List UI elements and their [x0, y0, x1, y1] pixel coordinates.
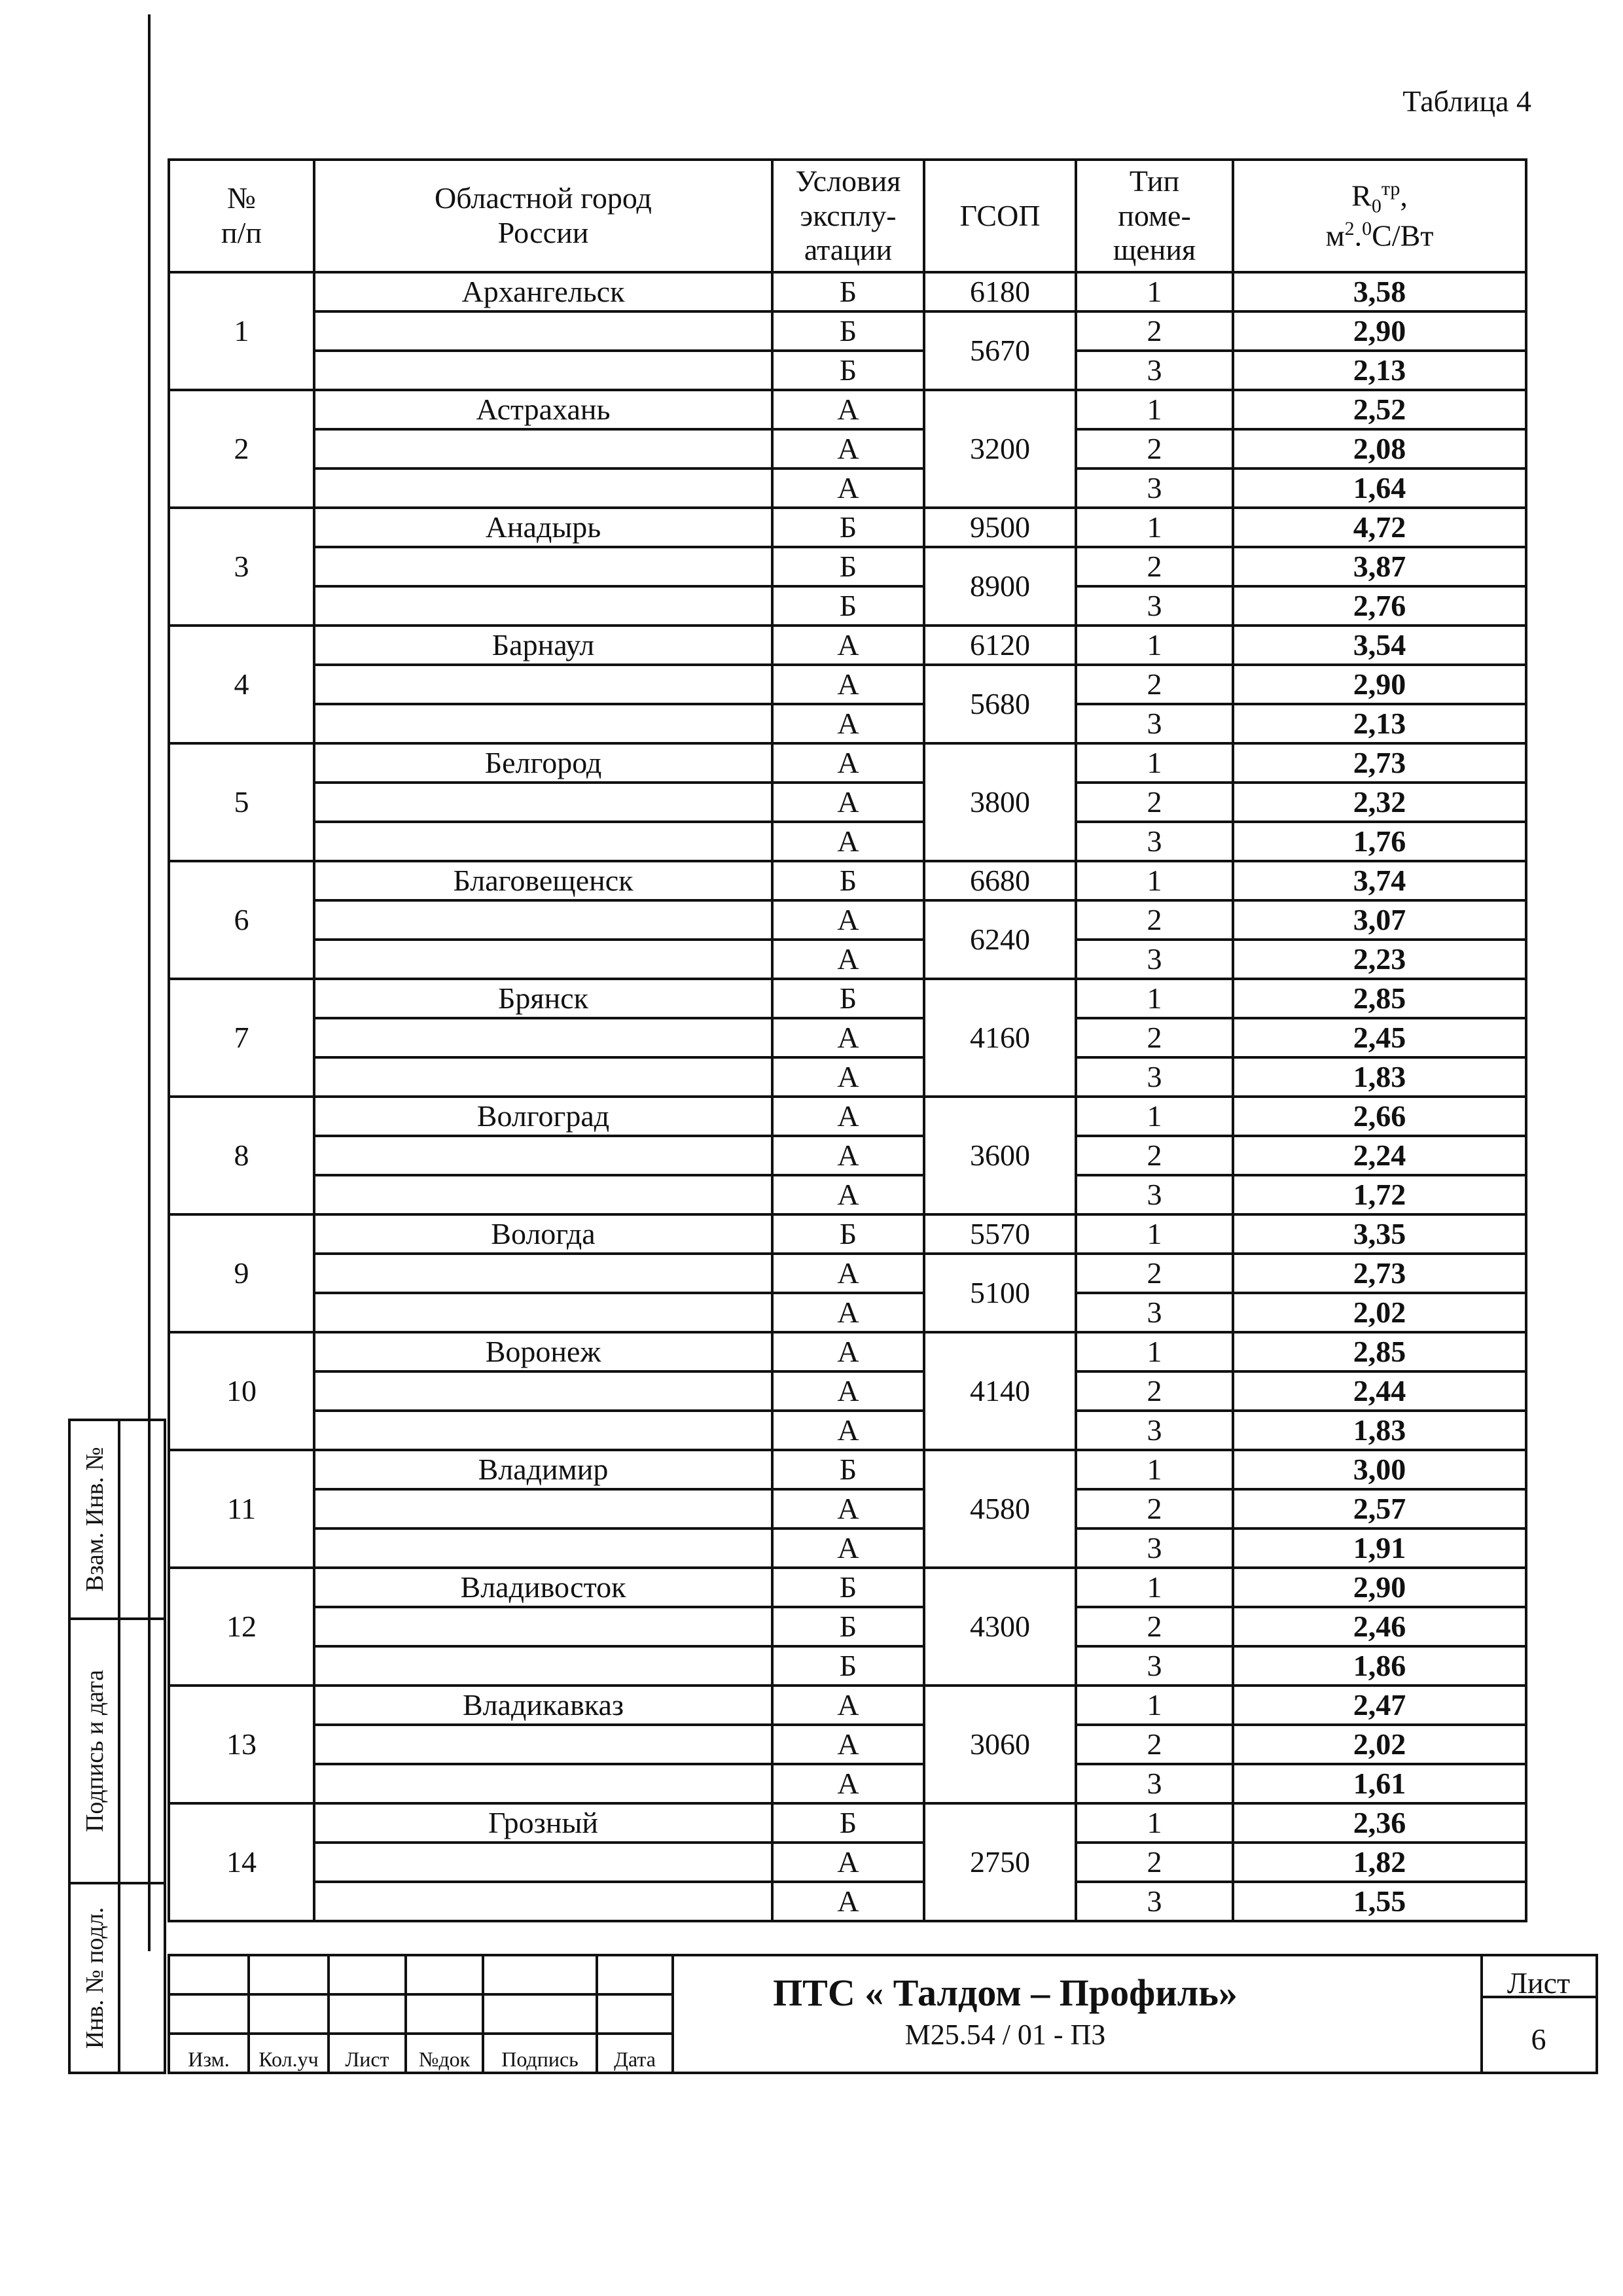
table-row: [169, 626, 1526, 665]
room-type: 1: [1076, 1214, 1233, 1254]
header-gsop: ГСОП: [924, 160, 1076, 272]
required-resistance: 2,44: [1233, 1371, 1526, 1411]
room-type: 2: [1076, 900, 1233, 940]
room-type: 3: [1076, 822, 1233, 861]
operating-condition: Б: [772, 1803, 924, 1843]
col-label-data: Дата: [614, 2047, 656, 2071]
operating-condition: А: [772, 900, 924, 940]
side-stamp-vzam: [68, 1419, 166, 1620]
table-row: [169, 1097, 1526, 1136]
table-row: [169, 1057, 1526, 1097]
required-resistance: 2,90: [1233, 1568, 1526, 1607]
required-resistance: 2,02: [1233, 1293, 1526, 1332]
row-number: 7: [169, 979, 314, 1097]
table-row: [169, 1450, 1526, 1489]
room-type: 1: [1076, 390, 1233, 429]
side-stamp: [68, 1419, 166, 2074]
city-empty-cell: [314, 704, 772, 743]
required-resistance: 2,52: [1233, 390, 1526, 429]
city-empty-cell: [314, 1489, 772, 1528]
city-empty-cell: [314, 547, 772, 586]
col-label-kol-uch: Кол.уч: [259, 2047, 319, 2071]
room-type: 2: [1076, 429, 1233, 468]
city-empty-cell: [314, 1411, 772, 1450]
gsop-value: 3200: [924, 390, 1076, 508]
room-type: 3: [1076, 1528, 1233, 1568]
required-resistance: 3,58: [1233, 272, 1526, 311]
table-row: [169, 1136, 1526, 1175]
room-type: 3: [1076, 1646, 1233, 1686]
required-resistance: 2,24: [1233, 1136, 1526, 1175]
table-body: [169, 272, 1526, 1921]
room-type: 3: [1076, 586, 1233, 626]
row-number: 9: [169, 1214, 314, 1332]
room-type: 2: [1076, 783, 1233, 822]
room-type: 1: [1076, 1686, 1233, 1725]
city-name: Барнаул: [314, 626, 772, 665]
city-empty-cell: [314, 665, 772, 704]
city-name: Воронеж: [314, 1332, 772, 1371]
table-row: [169, 1568, 1526, 1607]
gsop-value: 2750: [924, 1803, 1076, 1921]
city-empty-cell: [314, 1607, 772, 1646]
required-resistance: 2,66: [1233, 1097, 1526, 1136]
city-empty-cell: [314, 1018, 772, 1057]
table-row: [169, 1254, 1526, 1293]
gsop-value: 3060: [924, 1686, 1076, 1803]
required-resistance: 3,87: [1233, 547, 1526, 586]
table-row: [169, 743, 1526, 783]
table-row: [169, 1725, 1526, 1764]
table-row: [169, 1646, 1526, 1686]
table-row: [169, 900, 1526, 940]
side-stamp-podpis: [68, 1617, 166, 1884]
city-name: Волгоград: [314, 1097, 772, 1136]
room-type: 1: [1076, 861, 1233, 900]
operating-condition: А: [772, 1136, 924, 1175]
city-name: Владивосток: [314, 1568, 772, 1607]
required-resistance: 2,46: [1233, 1607, 1526, 1646]
city-empty-cell: [314, 1764, 772, 1803]
required-resistance: 1,55: [1233, 1882, 1526, 1921]
city-name: Благовещенск: [314, 861, 772, 900]
room-type: 3: [1076, 1882, 1233, 1921]
city-empty-cell: [314, 468, 772, 508]
required-resistance: 3,00: [1233, 1450, 1526, 1489]
room-type: 3: [1076, 1175, 1233, 1214]
operating-condition: А: [772, 704, 924, 743]
required-resistance: 4,72: [1233, 508, 1526, 547]
table-row: [169, 822, 1526, 861]
required-resistance: 2,85: [1233, 1332, 1526, 1371]
room-type: 2: [1076, 1607, 1233, 1646]
room-type: 1: [1076, 743, 1233, 783]
required-resistance: 2,36: [1233, 1803, 1526, 1843]
table-row: [169, 1843, 1526, 1882]
table-row: [169, 586, 1526, 626]
room-type: 2: [1076, 1018, 1233, 1057]
operating-condition: А: [772, 1175, 924, 1214]
table-row: [169, 547, 1526, 586]
city-empty-cell: [314, 429, 772, 468]
required-resistance: 1,64: [1233, 468, 1526, 508]
city-empty-cell: [314, 1882, 772, 1921]
city-name: Астрахань: [314, 390, 772, 429]
room-type: 3: [1076, 468, 1233, 508]
required-resistance: 1,91: [1233, 1528, 1526, 1568]
row-number: 4: [169, 626, 314, 743]
table-row: [169, 1175, 1526, 1214]
required-resistance: 2,85: [1233, 979, 1526, 1018]
table-row: [169, 351, 1526, 390]
table-row: [169, 508, 1526, 547]
sheet-label: Лист: [1507, 1966, 1571, 2000]
room-type: 2: [1076, 1371, 1233, 1411]
operating-condition: Б: [772, 1214, 924, 1254]
row-number: 3: [169, 508, 314, 626]
side-stamp-inv: [68, 1882, 166, 2074]
operating-condition: Б: [772, 351, 924, 390]
room-type: 2: [1076, 1725, 1233, 1764]
gsop-value: 5100: [924, 1254, 1076, 1332]
operating-condition: А: [772, 1293, 924, 1332]
row-number: 1: [169, 272, 314, 390]
operating-condition: А: [772, 1097, 924, 1136]
room-type: 1: [1076, 1332, 1233, 1371]
required-resistance: 2,13: [1233, 704, 1526, 743]
city-name: Вологда: [314, 1214, 772, 1254]
table-row: [169, 704, 1526, 743]
city-name: Владимир: [314, 1450, 772, 1489]
gsop-value: 3800: [924, 743, 1076, 861]
city-empty-cell: [314, 311, 772, 351]
required-resistance: 2,57: [1233, 1489, 1526, 1528]
table-row: [169, 1293, 1526, 1332]
city-name: Анадырь: [314, 508, 772, 547]
row-number: 12: [169, 1568, 314, 1686]
operating-condition: А: [772, 1528, 924, 1568]
city-name: Брянск: [314, 979, 772, 1018]
table-row: [169, 1489, 1526, 1528]
operating-condition: Б: [772, 1450, 924, 1489]
row-number: 2: [169, 390, 314, 508]
table-header-row: [169, 160, 1526, 272]
city-empty-cell: [314, 1175, 772, 1214]
gsop-value: 5570: [924, 1214, 1076, 1254]
city-empty-cell: [314, 1843, 772, 1882]
city-empty-cell: [314, 1725, 772, 1764]
required-resistance: 2,73: [1233, 1254, 1526, 1293]
operating-condition: А: [772, 1764, 924, 1803]
city-name: Архангельск: [314, 272, 772, 311]
room-type: 1: [1076, 1097, 1233, 1136]
required-resistance: 2,45: [1233, 1018, 1526, 1057]
gsop-value: 6240: [924, 900, 1076, 979]
table-row: [169, 940, 1526, 979]
required-resistance: 3,74: [1233, 861, 1526, 900]
required-resistance: 2,32: [1233, 783, 1526, 822]
room-type: 1: [1076, 979, 1233, 1018]
table-row: [169, 1803, 1526, 1843]
room-type: 3: [1076, 1764, 1233, 1803]
header-room-type: Тип поме- щения: [1076, 160, 1233, 272]
required-resistance: 1,76: [1233, 822, 1526, 861]
room-type: 1: [1076, 1568, 1233, 1607]
room-type: 2: [1076, 1489, 1233, 1528]
operating-condition: Б: [772, 272, 924, 311]
required-resistance: 2,23: [1233, 940, 1526, 979]
room-type: 3: [1076, 940, 1233, 979]
operating-condition: А: [772, 1332, 924, 1371]
required-resistance: 2,02: [1233, 1725, 1526, 1764]
required-resistance: 2,08: [1233, 429, 1526, 468]
required-resistance: 1,86: [1233, 1646, 1526, 1686]
required-resistance: 3,54: [1233, 626, 1526, 665]
operating-condition: А: [772, 783, 924, 822]
table-row: [169, 311, 1526, 351]
col-label-izm: Изм.: [188, 2047, 230, 2071]
room-type: 3: [1076, 704, 1233, 743]
operating-condition: А: [772, 390, 924, 429]
room-type: 2: [1076, 1254, 1233, 1293]
operating-condition: Б: [772, 508, 924, 547]
operating-condition: Б: [772, 979, 924, 1018]
operating-condition: А: [772, 1057, 924, 1097]
required-resistance: 3,07: [1233, 900, 1526, 940]
header-number: № п/п: [169, 160, 314, 272]
required-resistance: 1,83: [1233, 1057, 1526, 1097]
header-conditions: Условия эксплу- атации: [772, 160, 924, 272]
city-empty-cell: [314, 1254, 772, 1293]
gsop-value: 5670: [924, 311, 1076, 390]
table-row: [169, 272, 1526, 311]
gsop-value: 4300: [924, 1568, 1076, 1686]
city-empty-cell: [314, 783, 772, 822]
table-row: [169, 1332, 1526, 1371]
required-resistance: 3,35: [1233, 1214, 1526, 1254]
table-row: [169, 665, 1526, 704]
operating-condition: Б: [772, 586, 924, 626]
city-name: Грозный: [314, 1803, 772, 1843]
table-row: [169, 1411, 1526, 1450]
required-resistance: 2,47: [1233, 1686, 1526, 1725]
required-resistance: 2,90: [1233, 665, 1526, 704]
table-row: [169, 979, 1526, 1018]
vzam-label: Взам. Инв. №: [81, 1447, 109, 1592]
operating-condition: Б: [772, 861, 924, 900]
row-number: 10: [169, 1332, 314, 1450]
city-empty-cell: [314, 1646, 772, 1686]
city-name: Белгород: [314, 743, 772, 783]
table-row: [169, 468, 1526, 508]
gsop-value: 6120: [924, 626, 1076, 665]
title-block: [168, 1954, 1598, 2074]
col-label-list: Лист: [345, 2047, 389, 2071]
sheet-number: 6: [1531, 2022, 1546, 2056]
operating-condition: А: [772, 626, 924, 665]
operating-condition: Б: [772, 1607, 924, 1646]
operating-condition: Б: [772, 1646, 924, 1686]
operating-condition: Б: [772, 311, 924, 351]
gsop-value: 3600: [924, 1097, 1076, 1214]
table-row: [169, 1764, 1526, 1803]
gsop-value: 4140: [924, 1332, 1076, 1450]
table-row: [169, 429, 1526, 468]
row-number: 14: [169, 1803, 314, 1921]
city-empty-cell: [314, 1293, 772, 1332]
operating-condition: А: [772, 665, 924, 704]
operating-condition: А: [772, 822, 924, 861]
header-resistance: $R_0^{тр}$, $м^2.^0С/Вт$: [1233, 160, 1526, 272]
room-type: 1: [1076, 626, 1233, 665]
operating-condition: А: [772, 1018, 924, 1057]
table-row: [169, 1882, 1526, 1921]
room-type: 2: [1076, 547, 1233, 586]
room-type: 1: [1076, 272, 1233, 311]
operating-condition: А: [772, 468, 924, 508]
operating-condition: А: [772, 1725, 924, 1764]
operating-condition: А: [772, 1254, 924, 1293]
row-number: 13: [169, 1686, 314, 1803]
podpis-label: Подпись и дата: [81, 1669, 109, 1833]
required-resistance: 1,82: [1233, 1843, 1526, 1882]
table-row: [169, 783, 1526, 822]
operating-condition: А: [772, 940, 924, 979]
room-type: 3: [1076, 351, 1233, 390]
city-empty-cell: [314, 351, 772, 390]
row-number: 11: [169, 1450, 314, 1568]
room-type: 3: [1076, 1293, 1233, 1332]
city-empty-cell: [314, 1136, 772, 1175]
table-row: [169, 1371, 1526, 1411]
table-row: [169, 1686, 1526, 1725]
required-resistance: 1,83: [1233, 1411, 1526, 1450]
required-resistance: 2,73: [1233, 743, 1526, 783]
gsop-value: 8900: [924, 547, 1076, 626]
inv-label: Инв. № подл.: [81, 1907, 109, 2049]
col-label-ndok: №док: [418, 2047, 471, 2071]
table-row: [169, 1214, 1526, 1254]
room-type: 2: [1076, 1843, 1233, 1882]
operating-condition: А: [772, 1686, 924, 1725]
gsop-value: 6680: [924, 861, 1076, 900]
city-name: Владикавказ: [314, 1686, 772, 1725]
table-caption: Таблица 4: [1402, 84, 1531, 118]
operating-condition: Б: [772, 1568, 924, 1607]
operating-condition: А: [772, 1371, 924, 1411]
col-label-podpis: Подпись: [501, 2047, 579, 2071]
required-resistance: 2,76: [1233, 586, 1526, 626]
room-type: 1: [1076, 508, 1233, 547]
document-title: ПТС « Талдом – Профиль»: [773, 1971, 1238, 2014]
gsop-value: 4580: [924, 1450, 1076, 1568]
operating-condition: А: [772, 1489, 924, 1528]
city-empty-cell: [314, 1528, 772, 1568]
row-number: 5: [169, 743, 314, 861]
table-row: [169, 1607, 1526, 1646]
required-resistance: 1,61: [1233, 1764, 1526, 1803]
operating-condition: А: [772, 1882, 924, 1921]
required-resistance: 2,90: [1233, 311, 1526, 351]
required-resistance: 1,72: [1233, 1175, 1526, 1214]
table-row: [169, 1528, 1526, 1568]
gsop-value: 4160: [924, 979, 1076, 1097]
city-empty-cell: [314, 822, 772, 861]
gsop-value: 5680: [924, 665, 1076, 743]
room-type: 1: [1076, 1803, 1233, 1843]
required-resistance: 2,13: [1233, 351, 1526, 390]
room-type: 3: [1076, 1411, 1233, 1450]
operating-condition: Б: [772, 547, 924, 586]
header-city: Областной город России: [314, 160, 772, 272]
city-empty-cell: [314, 1057, 772, 1097]
room-type: 2: [1076, 1136, 1233, 1175]
city-empty-cell: [314, 1371, 772, 1411]
city-empty-cell: [314, 940, 772, 979]
document-code: М25.54 / 01 - ПЗ: [904, 2019, 1106, 2051]
table-row: [169, 390, 1526, 429]
room-type: 1: [1076, 1450, 1233, 1489]
city-empty-cell: [314, 586, 772, 626]
row-number: 8: [169, 1097, 314, 1214]
operating-condition: А: [772, 743, 924, 783]
room-type: 3: [1076, 1057, 1233, 1097]
table-row: [169, 861, 1526, 900]
city-empty-cell: [314, 900, 772, 940]
operating-condition: А: [772, 429, 924, 468]
room-type: 2: [1076, 665, 1233, 704]
thermal-resistance-table: [168, 158, 1527, 1922]
gsop-value: 9500: [924, 508, 1076, 547]
room-type: 2: [1076, 311, 1233, 351]
gsop-value: 6180: [924, 272, 1076, 311]
row-number: 6: [169, 861, 314, 979]
operating-condition: А: [772, 1411, 924, 1450]
table-row: [169, 1018, 1526, 1057]
operating-condition: А: [772, 1843, 924, 1882]
